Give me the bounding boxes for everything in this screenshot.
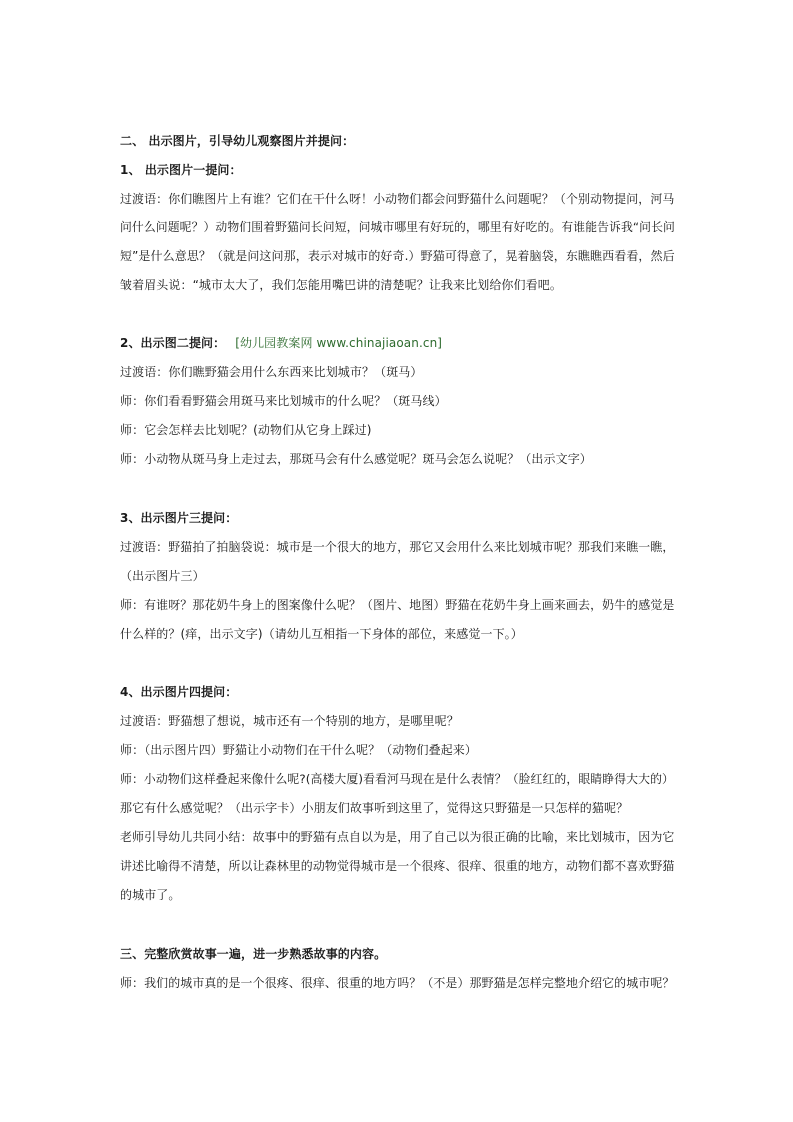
paragraph-line: 过渡语：野猫拍了拍脑袋说：城市是一个很大的地方，那它又会用什么来比划城市呢？那我们来瞧一瞧， <box>120 540 675 554</box>
paragraph-line: 短”是什么意思？（就是问这问那，表示对城市的好奇.）野猫可得意了，晃着脑袋，东瞧瞧西看看，然后 <box>120 249 675 263</box>
paragraph-line: 老师引导幼儿共同小结：故事中的野猫有点自以为是，用了自己以为很正确的比喻，来比划城市，因为它 <box>120 830 675 844</box>
paragraph-line: （出示图片三） <box>120 569 205 583</box>
paragraph-line: 过渡语：野猫想了想说，城市还有一个特别的地方，是哪里呢？ <box>120 714 459 728</box>
paragraph-line: 那它有什么感觉呢？（出示字卡）小朋友们故事听到这里了，觉得这只野猫是一只怎样的猫呢？ <box>120 801 629 815</box>
section-heading: 三、完整欣赏故事一遍，进一步熟悉故事的内容。 <box>120 947 387 961</box>
paragraph-line: 师：你们看看野猫会用斑马来比划城市的什么呢？（斑马线） <box>120 394 447 408</box>
paragraph-line: 问什么问题呢？）动物们围着野猫问长问短，问城市哪里有好玩的，哪里有好吃的。有谁能告诉我“问长问 <box>120 220 675 234</box>
website-link[interactable]: [幼儿园教案网 www.chinajiaoan.cn] <box>235 336 443 350</box>
paragraph-line: 什么样的？(痒，出示文字)（请幼儿互相指一下身体的部位，来感觉一下。） <box>120 627 523 641</box>
paragraph-line: 师：（出示图片四）野猫让小动物们在干什么呢？（动物们叠起来） <box>120 743 478 757</box>
subsection-heading: 1、 出示图片一提问： <box>120 163 242 177</box>
subsection-heading: 4、出示图片四提问： <box>120 685 238 699</box>
paragraph-line: 讲述比喻得不清楚，所以让森林里的动物觉得城市是一个很疼、很痒、很重的地方，动物们都不喜欢野猫 <box>120 859 675 873</box>
section-heading: 二、 出示图片，引导幼儿观察图片并提问： <box>120 134 355 148</box>
paragraph-line: 过渡语：你们瞧野猫会用什么东西来比划城市？（斑马） <box>120 365 423 379</box>
paragraph-line: 师：小动物从斑马身上走过去，那斑马会有什么感觉呢？斑马会怎么说呢？（出示文字） <box>120 452 592 466</box>
paragraph-line: 的城市了。 <box>120 888 181 902</box>
paragraph-line: 师：有谁呀？那花奶牛身上的图案像什么呢？（图片、地图）野猫在花奶牛身上画来画去，奶牛的感觉是 <box>120 598 675 612</box>
subsection-heading-row <box>120 335 442 351</box>
paragraph-line: 师：小动物们这样叠起来像什么呢?(高楼大厦)看看河马现在是什么表情？（脸红红的，眼睛睁得大大的） <box>120 772 675 786</box>
subsection-heading: 2、出示图二提问： <box>120 336 226 350</box>
paragraph-line: 师：它会怎样去比划呢？(动物们从它身上踩过) <box>120 423 372 437</box>
paragraph-line: 过渡语：你们瞧图片上有谁？它们在干什么呀！小动物们都会问野猫什么问题呢？（个别动物提问，河马 <box>120 192 675 206</box>
subsection-heading: 3、出示图片三提问： <box>120 511 238 525</box>
paragraph-line: 皱着眉头说：“城市太大了，我们怎能用嘴巴讲的清楚呢？让我来比划给你们看吧。 <box>120 278 562 292</box>
paragraph-line: 师：我们的城市真的是一个很疼、很痒、很重的地方吗？（不是）那野猫是怎样完整地介绍它的城市呢？ <box>120 976 675 990</box>
